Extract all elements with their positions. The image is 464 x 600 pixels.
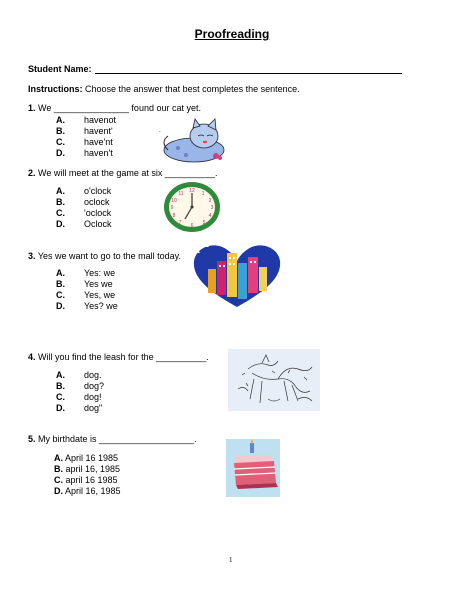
option-letter: B. <box>56 381 65 391</box>
svg-text:8: 8 <box>172 213 176 219</box>
option-text: Yes: we <box>84 268 116 278</box>
question-1 <box>28 103 201 113</box>
option-text: April 16 1985 <box>63 453 119 463</box>
svg-text:11: 11 <box>178 191 184 197</box>
svg-text:5: 5 <box>202 220 206 226</box>
student-name-label: Student Name: <box>28 64 92 74</box>
question-number: 3. <box>28 251 36 261</box>
instructions-text: Choose the answer that best completes the sentence. <box>82 84 300 94</box>
option-text: have'nt <box>84 137 113 147</box>
option-letter: B. <box>56 197 65 207</box>
question-3 <box>28 251 181 261</box>
svg-text:3: 3 <box>210 205 214 211</box>
option-letter: A. <box>56 370 65 380</box>
clock-image <box>163 181 221 233</box>
svg-text:4: 4 <box>208 213 212 219</box>
option-letter: A. <box>56 115 65 125</box>
option-text: Oclock <box>84 219 112 229</box>
svg-text:2: 2 <box>208 198 212 204</box>
option-letter: C. <box>56 137 65 147</box>
birthday-cake-image <box>226 439 280 497</box>
option-text: oclock <box>84 197 110 207</box>
option-letter: D. <box>56 403 65 413</box>
option-text: Yes, we <box>84 290 116 300</box>
option-5c[interactable] <box>54 475 118 485</box>
question-text: Will you find the leash for the __________. <box>35 352 209 362</box>
svg-text:12: 12 <box>189 188 195 194</box>
option-5b[interactable] <box>54 464 120 474</box>
option-text: April 16, 1985 <box>63 486 121 496</box>
instructions <box>28 84 300 94</box>
question-number: 1. <box>28 103 36 113</box>
option-letter: A. <box>56 268 65 278</box>
option-letter: B. <box>54 464 63 474</box>
option-letter: D. <box>56 148 65 158</box>
option-text: april 16 1985 <box>63 475 118 485</box>
svg-text:9: 9 <box>170 205 174 211</box>
option-letter: C. <box>56 392 65 402</box>
question-5 <box>28 434 197 444</box>
option-text: haven't <box>84 148 113 158</box>
question-number: 5. <box>28 434 36 444</box>
instructions-label: Instructions: <box>28 84 83 94</box>
question-text: We _______________ found our cat yet. <box>35 103 201 113</box>
svg-text:6: 6 <box>190 223 194 229</box>
option-text: o'clock <box>84 186 112 196</box>
city-heart-image <box>192 243 282 309</box>
option-text: havent' <box>84 126 113 136</box>
option-letter: B. <box>56 126 65 136</box>
svg-text:10: 10 <box>171 198 177 204</box>
option-letter: A. <box>54 453 63 463</box>
svg-text:7: 7 <box>178 220 182 226</box>
option-text: Yes? we <box>84 301 118 311</box>
option-letter: B. <box>56 279 65 289</box>
option-text: havenot <box>84 115 117 125</box>
option-letter: D. <box>56 219 65 229</box>
option-letter: D. <box>54 486 63 496</box>
question-number: 2. <box>28 168 36 178</box>
option-text: april 16, 1985 <box>63 464 121 474</box>
option-letter: C. <box>56 208 65 218</box>
option-5d[interactable] <box>54 486 121 496</box>
svg-text:.: . <box>159 128 161 134</box>
option-letter: C. <box>56 290 65 300</box>
option-letter: D. <box>56 301 65 311</box>
option-text: dog. <box>84 370 102 380</box>
option-text: 'oclock <box>84 208 112 218</box>
question-text: My birthdate is ___________________. <box>35 434 197 444</box>
option-text: dog! <box>84 392 102 402</box>
question-text: Yes we want to go to the mall today. <box>35 251 181 261</box>
page-title: Proofreading <box>194 27 270 41</box>
question-2 <box>28 168 217 178</box>
option-text: Yes we <box>84 279 113 289</box>
svg-text:1: 1 <box>201 191 205 197</box>
dog-sketch-image <box>228 349 320 411</box>
option-5a[interactable] <box>54 453 118 463</box>
sleeping-cat-image <box>158 120 228 164</box>
question-4 <box>28 352 209 362</box>
option-text: dog? <box>84 381 105 391</box>
option-letter: A. <box>56 186 65 196</box>
page-number: 1 <box>229 556 233 564</box>
student-name-line[interactable] <box>95 73 402 74</box>
option-letter: C. <box>54 475 63 485</box>
option-text: dog" <box>84 403 103 413</box>
question-number: 4. <box>28 352 36 362</box>
question-text: We will meet at the game at six __________. <box>35 168 218 178</box>
